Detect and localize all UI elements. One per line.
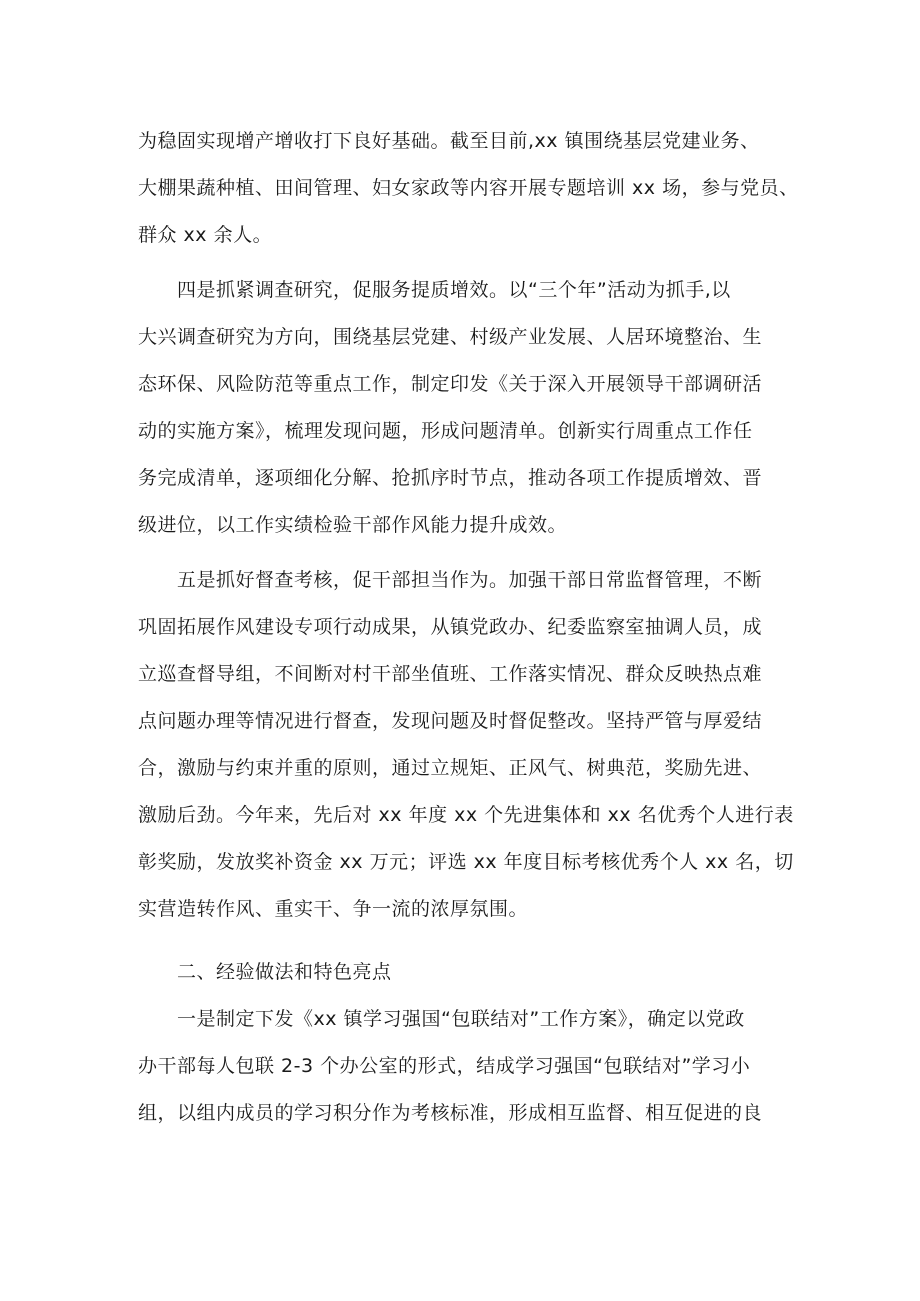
text-line: 动的实施方案》，梳理发现问题，形成问题清单。创新实行周重点工作任 [138,420,753,442]
text-line: 级进位，以工作实绩检验干部作风能力提升成效。 [138,514,568,536]
text-line: 彰奖励，发放奖补资金 xx 万元；评选 xx 年度目标考核优秀个人 xx 名，切 [138,851,794,873]
text-line: 群众 xx 余人。 [138,224,273,246]
section-heading: 二、经验做法和特色亮点 [138,961,392,983]
text-line: 四是抓紧调查研究，促服务提质增效。以“三个年”活动为抓手,以 [138,279,731,301]
text-line: 态环保、风险防范等重点工作，制定印发《关于深入开展领导干部调研活 [138,373,763,395]
text-line: 点问题办理等情况进行督查，发现问题及时督促整改。坚持严管与厚爱结 [138,710,763,732]
paragraph-training-results [138,118,799,259]
paragraph-study-pairing [138,996,788,1137]
text-line: 为稳固实现增产增收打下良好基础。截至目前,xx 镇围绕基层党建业务、 [138,130,760,152]
text-line: 巩固拓展作风建设专项行动成果，从镇党政办、纪委监察室抽调人员，成 [138,616,763,638]
text-line: 实营造转作风、重实干、争一流的浓厚氛围。 [138,898,529,920]
text-line: 激励后劲。今年来，先后对 xx 年度 xx 个先进集体和 xx 名优秀个人进行表 [138,804,794,826]
text-line: 一是制定下发《xx 镇学习强国“包联结对”工作方案》，确定以党政 [138,1008,745,1030]
text-line: 务完成清单，逐项细化分解、抢抓序时节点，推动各项工作提质增效、晋 [138,467,763,489]
text-line: 五是抓好督查考核，促干部担当作为。加强干部日常监督管理，不断 [138,569,763,591]
text-line: 大棚果蔬种植、田间管理、妇女家政等内容开展专题培训 xx 场，参与党员、 [138,177,799,199]
document-page [138,118,799,1137]
text-line: 大兴调查研究为方向，围绕基层党建、村级产业发展、人居环境整治、生 [138,326,763,348]
text-line: 立巡查督导组，不间断对村干部坐值班、工作落实情况、群众反映热点难 [138,663,763,685]
paragraph-supervision [138,557,794,933]
text-line: 合，激励与约束并重的原则，通过立规矩、正风气、树典范，奖励先进、 [138,757,763,779]
paragraph-research [138,267,788,549]
text-line: 组，以组内成员的学习积分作为考核标准，形成相互监督、相互促进的良 [138,1102,763,1124]
section-heading-experience [138,949,788,996]
text-line: 办干部每人包联 2-3 个办公室的形式，结成学习强国“包联结对”学习小 [138,1055,751,1077]
